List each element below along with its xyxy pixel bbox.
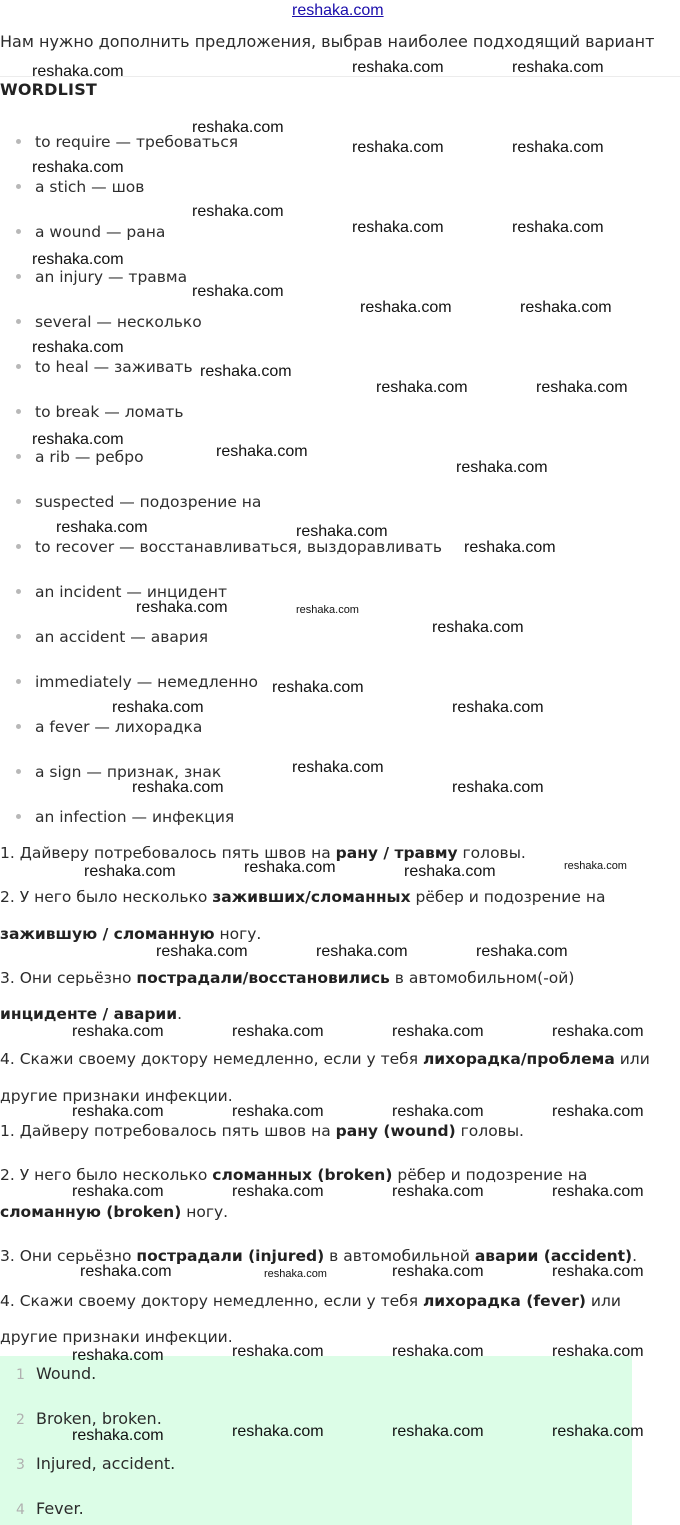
task-line-4: 3. Они серьёзно пострадали/восстановились в автомобильном(-ой): [0, 969, 575, 987]
bullet-icon: [16, 454, 21, 459]
watermark-text: reshaka.com: [232, 1103, 324, 1120]
watermark-text: reshaka.com: [392, 1103, 484, 1120]
watermark-text: reshaka.com: [292, 759, 384, 776]
bullet-icon: [16, 184, 21, 189]
task-line-5: инциденте / аварии.: [0, 1005, 183, 1023]
solution-line-4: 3. Они серьёзно пострадали (injured) в автомобильной аварии (accident).: [0, 1247, 638, 1265]
watermark-text: reshaka.com: [512, 139, 604, 156]
solution-line-2: 2. У него было несколько сломанных (broken) рёбер и подозрение на: [0, 1166, 588, 1184]
watermark-text: reshaka.com: [392, 1023, 484, 1040]
task-line-2: 2. У него было несколько заживших/сломанных рёбер и подозрение на: [0, 888, 606, 906]
intro-text: Нам нужно дополнить предложения, выбрав наиболее подходящий вариант: [0, 32, 655, 51]
watermark-text: reshaka.com: [192, 203, 284, 220]
watermark-text: reshaka.com: [272, 679, 364, 696]
bullet-icon: [16, 409, 21, 414]
watermark-text: reshaka.com: [84, 863, 176, 880]
watermark-text: reshaka.com: [352, 59, 444, 76]
watermark-text: reshaka.com: [552, 1343, 644, 1360]
bullet-icon: [16, 499, 21, 504]
watermark-text: reshaka.com: [404, 863, 496, 880]
watermark-text: reshaka.com: [392, 1343, 484, 1360]
watermark-text: reshaka.com: [456, 459, 548, 476]
wordlist-title: WORDLIST: [0, 80, 98, 99]
watermark-text: reshaka.com: [72, 1183, 164, 1200]
bullet-icon: [16, 814, 21, 819]
watermark-text: reshaka.com: [552, 1423, 644, 1440]
watermark-text: reshaka.com: [72, 1023, 164, 1040]
watermark-text: reshaka.com: [72, 1103, 164, 1120]
answer-item: 2 Broken, broken.: [16, 1409, 162, 1428]
wordlist-item: to recover — восстанавливаться, выздоравливать: [16, 538, 442, 556]
watermark-text: reshaka.com: [32, 63, 124, 80]
watermark-text: reshaka.com: [32, 159, 124, 176]
bullet-icon: [16, 679, 21, 684]
bullet-icon: [16, 724, 21, 729]
watermark-text: reshaka.com: [452, 779, 544, 796]
solution-line-1: 1. Дайверу потребовалось пять швов на рану (wound) головы.: [0, 1122, 524, 1140]
bullet-icon: [16, 229, 21, 234]
watermark-text: reshaka.com: [392, 1423, 484, 1440]
watermark-text: reshaka.com: [452, 699, 544, 716]
watermark-text: reshaka.com: [200, 363, 292, 380]
watermark-text: reshaka.com: [132, 779, 224, 796]
watermark-text: reshaka.com: [192, 119, 284, 136]
bullet-icon: [16, 544, 21, 549]
watermark-text: reshaka.com: [72, 1347, 164, 1364]
solution-line-6: другие признаки инфекции.: [0, 1328, 233, 1346]
bullet-icon: [16, 274, 21, 279]
wordlist-item: a rib — ребро: [16, 448, 144, 466]
watermark-text: reshaka.com: [192, 283, 284, 300]
wordlist-item: immediately — немедленно: [16, 673, 258, 691]
watermark-text-small: reshaka.com: [264, 1268, 327, 1280]
watermark-text: reshaka.com: [112, 699, 204, 716]
task-line-3: зажившую / сломанную ногу.: [0, 925, 262, 943]
wordlist-item: an infection — инфекция: [16, 808, 234, 826]
watermark-text: reshaka.com: [80, 1263, 172, 1280]
watermark-text: reshaka.com: [32, 431, 124, 448]
watermark-text-small: reshaka.com: [564, 860, 627, 872]
solution-line-5: 4. Скажи своему доктору немедленно, если у тебя лихорадка (fever) или: [0, 1292, 621, 1310]
bullet-icon: [16, 589, 21, 594]
bullet-icon: [16, 769, 21, 774]
wordlist-item: suspected — подозрение на: [16, 493, 261, 511]
solution-line-3: сломанную (broken) ногу.: [0, 1203, 229, 1221]
watermark-text: reshaka.com: [512, 59, 604, 76]
watermark-text: reshaka.com: [520, 299, 612, 316]
watermark-text: reshaka.com: [360, 299, 452, 316]
watermark-text: reshaka.com: [464, 539, 556, 556]
watermark-text: reshaka.com: [352, 219, 444, 236]
watermark-text: reshaka.com: [392, 1263, 484, 1280]
watermark-text: reshaka.com: [552, 1023, 644, 1040]
wordlist-item: a wound — рана: [16, 223, 165, 241]
wordlist-item: an accident — авария: [16, 628, 208, 646]
wordlist-item: a fever — лихорадка: [16, 718, 202, 736]
watermark-text: reshaka.com: [32, 339, 124, 356]
wordlist-item: an incident — инцидент: [16, 583, 227, 601]
wordlist-item: an injury — травма: [16, 268, 187, 286]
watermark-text: reshaka.com: [156, 943, 248, 960]
wordlist-item: to heal — заживать: [16, 358, 193, 376]
wordlist-item: to break — ломать: [16, 403, 183, 421]
watermark-text: reshaka.com: [476, 943, 568, 960]
bullet-icon: [16, 634, 21, 639]
wordlist-item: a stich — шов: [16, 178, 144, 196]
watermark-text: reshaka.com: [32, 251, 124, 268]
watermark-text: reshaka.com: [552, 1263, 644, 1280]
wordlist-item: to require — требоваться: [16, 133, 238, 151]
wordlist-item: a sign — признак, знак: [16, 763, 221, 781]
watermark-text: reshaka.com: [232, 1183, 324, 1200]
watermark-text: reshaka.com: [352, 139, 444, 156]
watermark-text: reshaka.com: [244, 859, 336, 876]
watermark-text: reshaka.com: [296, 523, 388, 540]
task-line-7: другие признаки инфекции.: [0, 1087, 233, 1105]
task-line-6: 4. Скажи своему доктору немедленно, если у тебя лихорадка/проблема или: [0, 1050, 650, 1068]
watermark-text: reshaka.com: [216, 443, 308, 460]
answer-item: 4 Fever.: [16, 1499, 84, 1518]
watermark-text: reshaka.com: [316, 943, 408, 960]
watermark-text: reshaka.com: [552, 1183, 644, 1200]
watermark-text: reshaka.com: [512, 219, 604, 236]
watermark-text: reshaka.com: [552, 1103, 644, 1120]
answer-item: 3 Injured, accident.: [16, 1454, 176, 1473]
watermark-text: reshaka.com: [232, 1343, 324, 1360]
watermark-text: reshaka.com: [376, 379, 468, 396]
watermark-text: reshaka.com: [72, 1427, 164, 1444]
bullet-icon: [16, 319, 21, 324]
watermark-text: reshaka.com: [232, 1423, 324, 1440]
wordlist-item: several — несколько: [16, 313, 202, 331]
watermark-text: reshaka.com: [392, 1183, 484, 1200]
watermark-text: reshaka.com: [432, 619, 524, 636]
watermark-text: reshaka.com: [136, 599, 228, 616]
watermark-text: reshaka.com: [56, 519, 148, 536]
watermark-text: reshaka.com: [536, 379, 628, 396]
bullet-icon: [16, 139, 21, 144]
answer-item: 1 Wound.: [16, 1364, 97, 1383]
top-link[interactable]: reshaka.com: [292, 2, 384, 19]
bullet-icon: [16, 364, 21, 369]
watermark-text-small: reshaka.com: [296, 604, 359, 616]
watermark-text: reshaka.com: [232, 1023, 324, 1040]
task-line-1: 1. Дайверу потребовалось пять швов на рану / травму головы.: [0, 844, 526, 862]
